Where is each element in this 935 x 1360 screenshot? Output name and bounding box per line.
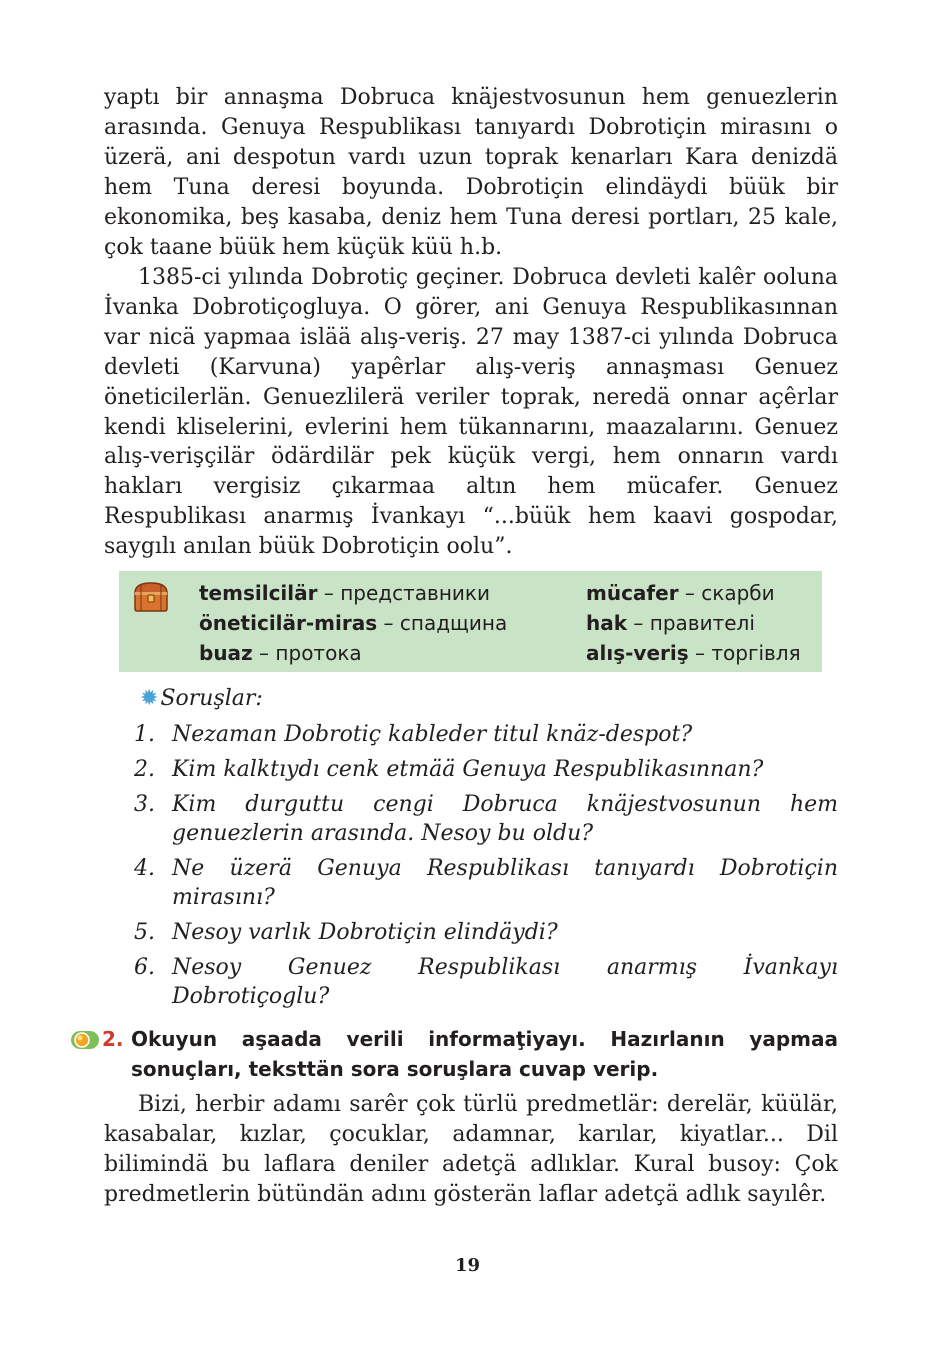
- vocab-entry: [586, 608, 801, 638]
- vocab-entry: [586, 578, 801, 608]
- vocab-entry: [586, 638, 801, 668]
- task-2: [70, 1024, 838, 1084]
- question-text: Kim kalktıydı cenk etmää Genuya Respublikasınnan?: [172, 757, 764, 782]
- vocab-term: temsilcilär: [199, 581, 318, 605]
- questions-list: [134, 720, 838, 1011]
- vocab-term: buaz: [199, 641, 253, 665]
- vocab-term: mücafer: [586, 581, 679, 605]
- task-text: Okuyun aşaada verili informaţiyayı. Hazırlanın yapmaa sonuçları, teksttän sora soruşlara cuvap verip.: [131, 1027, 838, 1081]
- vocab-translation: – спадщина: [377, 611, 508, 635]
- task-number: 2.: [102, 1027, 124, 1051]
- vocabulary-right-column: [586, 578, 801, 668]
- question-item: [134, 790, 838, 848]
- vocab-term: alış-veriş: [586, 641, 689, 665]
- questions-header-label: Soruşlar:: [160, 686, 263, 711]
- question-text: Nezaman Dobrotiç kableder titul knäz-despot?: [172, 722, 693, 747]
- question-text: Kim durguttu cengi Dobruca knäjestvosunun hem genuezlerin arasında. Nesoy bu oldu?: [172, 792, 838, 846]
- vocabulary-box: [119, 571, 822, 672]
- vocab-term: öneticilär-miras: [199, 611, 378, 635]
- question-number: 3.: [134, 792, 155, 817]
- question-text: Nesoy Genuez Respublikası anarmış İvankayı Dobrotiçoglu?: [172, 955, 838, 1009]
- page-number: 19: [454, 1255, 481, 1276]
- questions-header: [140, 684, 263, 714]
- question-item: [134, 918, 838, 947]
- question-number: 5.: [134, 920, 155, 945]
- vocab-translation: – представники: [317, 581, 490, 605]
- vocabulary-left-column: [199, 578, 507, 668]
- question-text: Ne üzerä Genuya Respublikası tanıyardı Dobrotiçin mirasını?: [172, 856, 838, 910]
- question-item: [134, 755, 838, 784]
- question-number: 2.: [134, 757, 155, 782]
- vocab-entry: [199, 608, 507, 638]
- vocab-translation: – протока: [252, 641, 362, 665]
- vocab-entry: [199, 638, 507, 668]
- question-number: 1.: [134, 722, 155, 747]
- question-item: [134, 854, 838, 912]
- star-icon: ✹: [140, 686, 159, 711]
- question-text: Nesoy varlık Dobrotiçin elindäydi?: [172, 920, 558, 945]
- vocab-term: hak: [586, 611, 628, 635]
- paragraph-1: yaptı bir annaşma Dobruca knäjestvosunun hem genuezlerin arasında. Genuya Respublikası tanıyardı Dobrotiçin mirasını o üzerä, ani despotun vardı uzun toprak kenarları Kara denizdä hem Tuna deresi boyunda. Dobrotiçin elindäydi büük bir ekonomika, beş kasaba, deniz hem Tuna deresi portları, 25 kale, çok taane büük hem küçük küü h.b.: [104, 85, 838, 260]
- paragraph-3: Bizi, herbir adamı sarêr çok türlü predmetlär: derelär, küülär, kasabalar, kızlar, çocuklar, adamnar, karılar, kiyatlar... Dil bilimindä bu laflara deniler adetçä adlıklar. Kural busoy: Çok predmetlerin bütündän adını gösterän laflar adetçä adlık sayılêr.: [104, 1092, 838, 1207]
- question-item: [134, 720, 838, 749]
- treasure-chest-icon: [131, 579, 171, 615]
- question-item: [134, 953, 838, 1011]
- vocab-translation: – скарби: [678, 581, 775, 605]
- question-number: 6.: [134, 955, 155, 980]
- vocab-translation: – правителі: [627, 611, 755, 635]
- task-bullet-icon: [70, 1030, 100, 1050]
- question-number: 4.: [134, 856, 155, 881]
- paragraph-2: 1385-ci yılında Dobrotiç geçiner. Dobruca devleti kalêr ooluna İvanka Dobrotiçogluya. O görer, ani Genuya Respublikasınnan var nicä yapmaa islää alış-veriş. 27 may 1387-ci yılında Dobruca devleti (Karvuna) yapêrlar alış-veriş annaşması Genuez öneticilerlän. Genuezlilerä veriler toprak, neredä onnar açêrlar kendi kliselerini, evlerini hem tükannarını, maazalarını. Genuez alış-verişçilär ödärdilär pek küçük vergi, hem onnarın vardı hakları vergisiz çıkarmaa altın hem mücafer. Genuez Respublikası anarmış İvankayı “...büük hem kaavi gospodar, saygılı anılan büük Dobrotiçin oolu”.: [104, 265, 838, 560]
- vocab-translation: – торгівля: [688, 641, 801, 665]
- vocab-entry: [199, 578, 507, 608]
